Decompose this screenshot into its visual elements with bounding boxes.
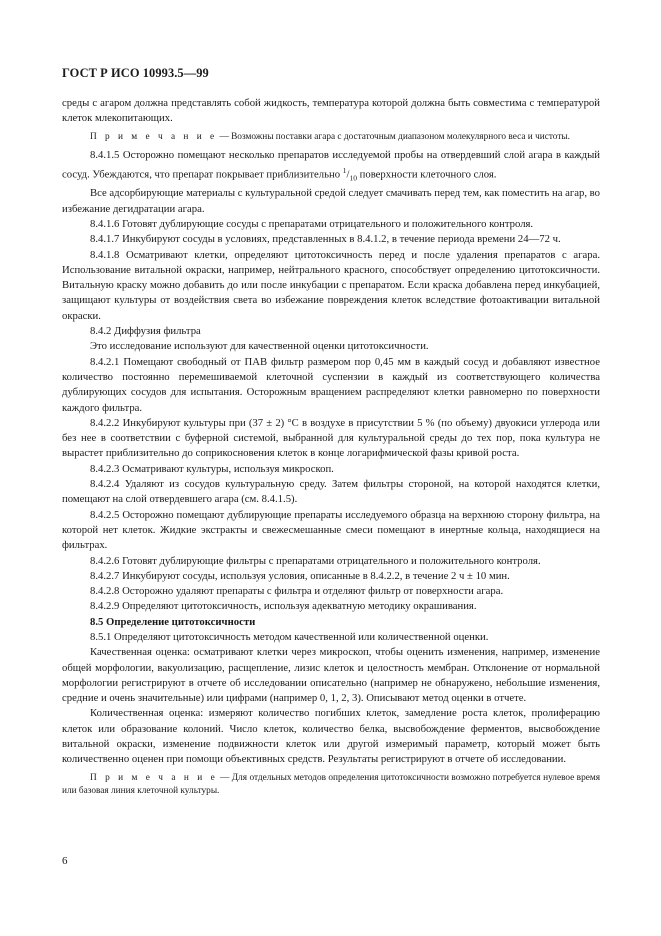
page-number: 6 [62,855,68,867]
paragraph-8-4-2-4: 8.4.2.4 Удаляют из сосудов культуральную среду. Затем фильтры стороной, на которой находятся клетки, помещают на слой отвердевшего агара (см. 8.4.1.5). [62,478,600,506]
note-2 [62,768,600,803]
paragraph-8-4-1-5-text-a: 8.4.1.5 Осторожно помещают несколько препаратов исследуемой пробы на отвердевший слой агара в каждый сосуд. Убеждаются, что препарат покрывает приблизительно [62,149,600,181]
paragraph-8-5-1: 8.5.1 Определяют цитотоксичность методом качественной или количественной оценки. [90,631,489,643]
fraction-denominator: 10 [349,174,357,184]
paragraph-8-4-2-8: 8.4.2.8 Осторожно удаляют препараты с фильтра и отделяют фильтр от поверхности агара. [90,585,504,598]
paragraph-8-4-2-7: 8.4.2.7 Инкубируют сосуды, используя условия, описанные в 8.4.2.2, в течение 2 ч ± 10 мин. [90,569,510,582]
note-2-label: П р и м е ч а н и е [90,772,218,783]
paragraph-8-4-2-9: 8.4.2.9 Определяют цитотоксичность, используя адекватную методику окрашивания. [90,600,477,613]
paragraph-8-4-2-3: 8.4.2.3 Осматривают культуры, используя микроскоп. [90,462,334,475]
fraction-numerator: 1 [342,166,347,176]
paragraph-8-4-1-6: 8.4.1.6 Готовят дублирующие сосуды с препаратами отрицательного и положительного контроля. [90,217,534,230]
note-1-label: П р и м е ч а н и е [90,131,218,142]
paragraph-adsorb: Все адсорбирующие материалы с культуральной средой следует смачивать перед тем, как поместить на агар, во избежание дегидратации агара. [62,187,600,215]
paragraph-8-4-2-2: 8.4.2.2 Инкубируют культуры при (37 ± 2) °С в воздухе в присутствии 5 % (по объему) двуокиси углерода или без нее в соответствии с буферной системой, выбранной для культуральной среды до тех пор, пока культура не вырастет приблизительно до соприкосновения клеток в конце логарифмической фазы кривой роста. [62,416,600,460]
paragraph-8-4-1-7: 8.4.1.7 Инкубируют сосуды в условиях, представленных в 8.4.1.2, в течение периода времени 24—72 ч. [90,233,561,246]
paragraph-intro: среды с агаром должна представлять собой жидкость, температура которой должна быть совместима с температурой клеток млекопитающих. [62,97,600,125]
document-header: ГОСТ Р ИСО 10993.5—99 [62,66,209,80]
paragraph-8-4-2-1: 8.4.2.1 Помещают свободный от ПАВ фильтр размером пор 0,45 мм в каждый сосуд и добавляют известное количество постоянно перемешиваемой клеточной суспензии в каждый из соответствующего количества дублирующих сосудов для испытания. Осторожным вращением распределяют клетки равномерно по поверхности каждого фильтра. [62,355,600,414]
paragraph-8-4-1-5: 8.4.1.5 Осторожно помещают несколько препаратов исследуемой пробы на отвердевший слой агара в каждый сосуд. Убеждаются, что препарат покрывает приблизительно $^1/_{10}$ поверхности клеточного слоя. [62,149,600,184]
note-1-text: — Возможны поставки агара с достаточным диапазоном молекулярного веса и чистоты. [217,131,570,142]
paragraph-qualitative: Качественная оценка: осматривают клетки через микроскоп, чтобы оценить изменения, например, изменение общей морфологии, вакуолизацию, расщепление, лизис клеток и целостность мембран. Отклонение от нормальной морфологии регистрируют в отчете об исследовании описательно (например не обнаружено, небольшие изменения, средние и очень значительные) или цифрами (например 0, 1, 2, 3). Описывают метод оценки в отчете. [62,646,600,705]
document-body [62,96,600,803]
paragraph-8-4-2-6: 8.4.2.6 Готовят дублирующие фильтры с препаратами отрицательного и положительного контроля. [90,554,541,567]
paragraph-quantitative: Количественная оценка: измеряют количество погибших клеток, замедление роста клеток, пролиферацию клеток или образование колоний. Число клеток, количество белка, высвобождение ферментов, высвобождение витальной окраски, изменение подвижности клеток или другой измеримый параметр, который может быть количественно оценен при помощи объективных средств. Результаты регистрируют в отчете об исследовании. [62,707,600,766]
note-1 [62,127,600,149]
paragraph-8-4-2-5: 8.4.2.5 Осторожно помещают дублирующие препараты исследуемого образца на верхнюю сторону фильтра, на которой нет клеток. Жидкие экстракты и свежесмешанные смеси помещают в инертные кольца, находящиеся на фильтрах. [62,508,600,552]
paragraph-8-4-1-5-text-b: поверхности клеточного слоя. [356,168,497,181]
paragraph-8-4-1-8: 8.4.1.8 Осматривают клетки, определяют цитотоксичность перед и после удаления препаратов с агара. Использование витальной окраски, например, нейтрального красного, способствует определению цитотоксичности. Витальную краску можно добавить до или после инкубации с препаратом. Если краска добавлена перед инкубацией, защищают культуры от воздействия света во избежание повреждения клеток вследствие фотоактивации витальной окраски. [62,248,600,322]
heading-8-5: 8.5 Определение цитотоксичности [90,615,256,628]
note-2-text: — Для отдельных методов определения цитотоксичности возможно потребуется нулевое время или базовая линия клеточной культуры. [62,772,600,797]
paragraph-8-4-2-intro: Это исследование используют для качественной оценки цитотоксичности. [90,340,429,353]
heading-8-4-2: 8.4.2 Диффузия фильтра [90,325,201,338]
